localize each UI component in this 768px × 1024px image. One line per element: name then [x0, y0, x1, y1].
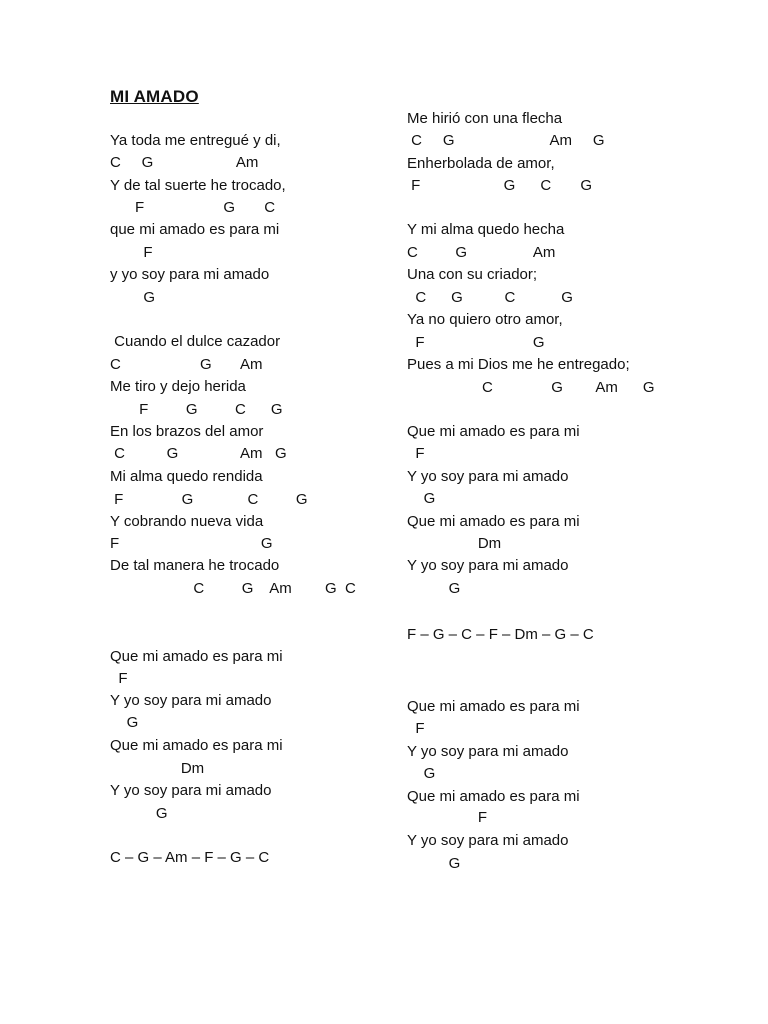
lyric-line: En los brazos del amor — [110, 423, 264, 440]
lyric-line: Ya no quiero otro amor, — [407, 311, 563, 328]
lyric-line: Y yo soy para mi amado — [407, 832, 569, 849]
chord-line: C G Am — [407, 244, 556, 261]
lyric-line: Ya toda me entregué y di, — [110, 132, 281, 149]
lyric-line: Y yo soy para mi amado — [407, 743, 569, 760]
lyric-line: Que mi amado es para mi — [110, 737, 283, 754]
chord-line: G — [110, 714, 139, 731]
lyric-line: Me tiro y dejo herida — [110, 378, 246, 395]
lyric-line: y yo soy para mi amado — [110, 266, 270, 283]
lyric-line: Que mi amado es para mi — [407, 513, 580, 530]
chord-line: C G Am G — [407, 132, 605, 149]
lyric-line: Que mi amado es para mi — [407, 698, 580, 715]
chord-line: F G — [110, 535, 273, 552]
lyric-line: Y yo soy para mi amado — [407, 468, 569, 485]
chord-line: C G Am G — [110, 445, 287, 462]
chord-line: F G C G — [407, 177, 593, 194]
lyric-line: Que mi amado es para mi — [407, 423, 580, 440]
chord-line: F G C G — [110, 401, 283, 418]
chord-line: F G C G — [110, 491, 308, 508]
song-title: MI AMADO — [110, 87, 199, 106]
lyric-line: que mi amado es para mi — [110, 221, 280, 238]
chord-line: G — [110, 289, 156, 306]
chord-line: F — [110, 244, 153, 261]
chord-line: F G — [407, 334, 545, 351]
chord-line: F — [407, 809, 488, 826]
chord-line: C G C G — [407, 289, 573, 306]
lyric-line: Una con su criador; — [407, 266, 538, 283]
chord-line: G — [407, 855, 461, 872]
lyric-line: Y cobrando nueva vida — [110, 513, 264, 530]
lyric-line: Que mi amado es para mi — [110, 648, 283, 665]
chord-line: F — [407, 720, 425, 737]
chord-line: C G Am — [110, 356, 263, 373]
chord-line: F – G – C – F – Dm – G – C — [407, 626, 594, 643]
lyric-line: Que mi amado es para mi — [407, 788, 580, 805]
chord-line: G — [407, 580, 461, 597]
chord-line: C G Am G — [407, 379, 655, 396]
lyric-line: Pues a mi Dios me he entregado; — [407, 356, 630, 373]
chord-line: F — [407, 445, 425, 462]
lyric-line: Cuando el dulce cazador — [110, 333, 281, 350]
lyric-line: Y yo soy para mi amado — [110, 692, 272, 709]
chord-line: G — [407, 490, 436, 507]
chord-line: C G Am — [110, 154, 259, 171]
chord-line: G — [407, 765, 436, 782]
lyric-line: Enherbolada de amor, — [407, 155, 555, 172]
lyric-line: Y mi alma quedo hecha — [407, 221, 565, 238]
chord-line: C – G – Am – F – G – C — [110, 849, 270, 866]
lyric-line: Y de tal suerte he trocado, — [110, 177, 286, 194]
lyric-line: De tal manera he trocado — [110, 557, 280, 574]
lyric-line: Mi alma quedo rendida — [110, 468, 263, 485]
lyric-line: Y yo soy para mi amado — [407, 557, 569, 574]
lyric-line: Me hirió con una flecha — [407, 110, 563, 127]
lyric-line: Y yo soy para mi amado — [110, 782, 272, 799]
chord-line: Dm — [110, 760, 205, 777]
chord-line: C G Am G C — [110, 580, 356, 597]
chord-line: G — [110, 805, 168, 822]
chord-line: F — [110, 670, 128, 687]
chord-line: F G C — [110, 199, 276, 216]
chord-line: Dm — [407, 535, 502, 552]
